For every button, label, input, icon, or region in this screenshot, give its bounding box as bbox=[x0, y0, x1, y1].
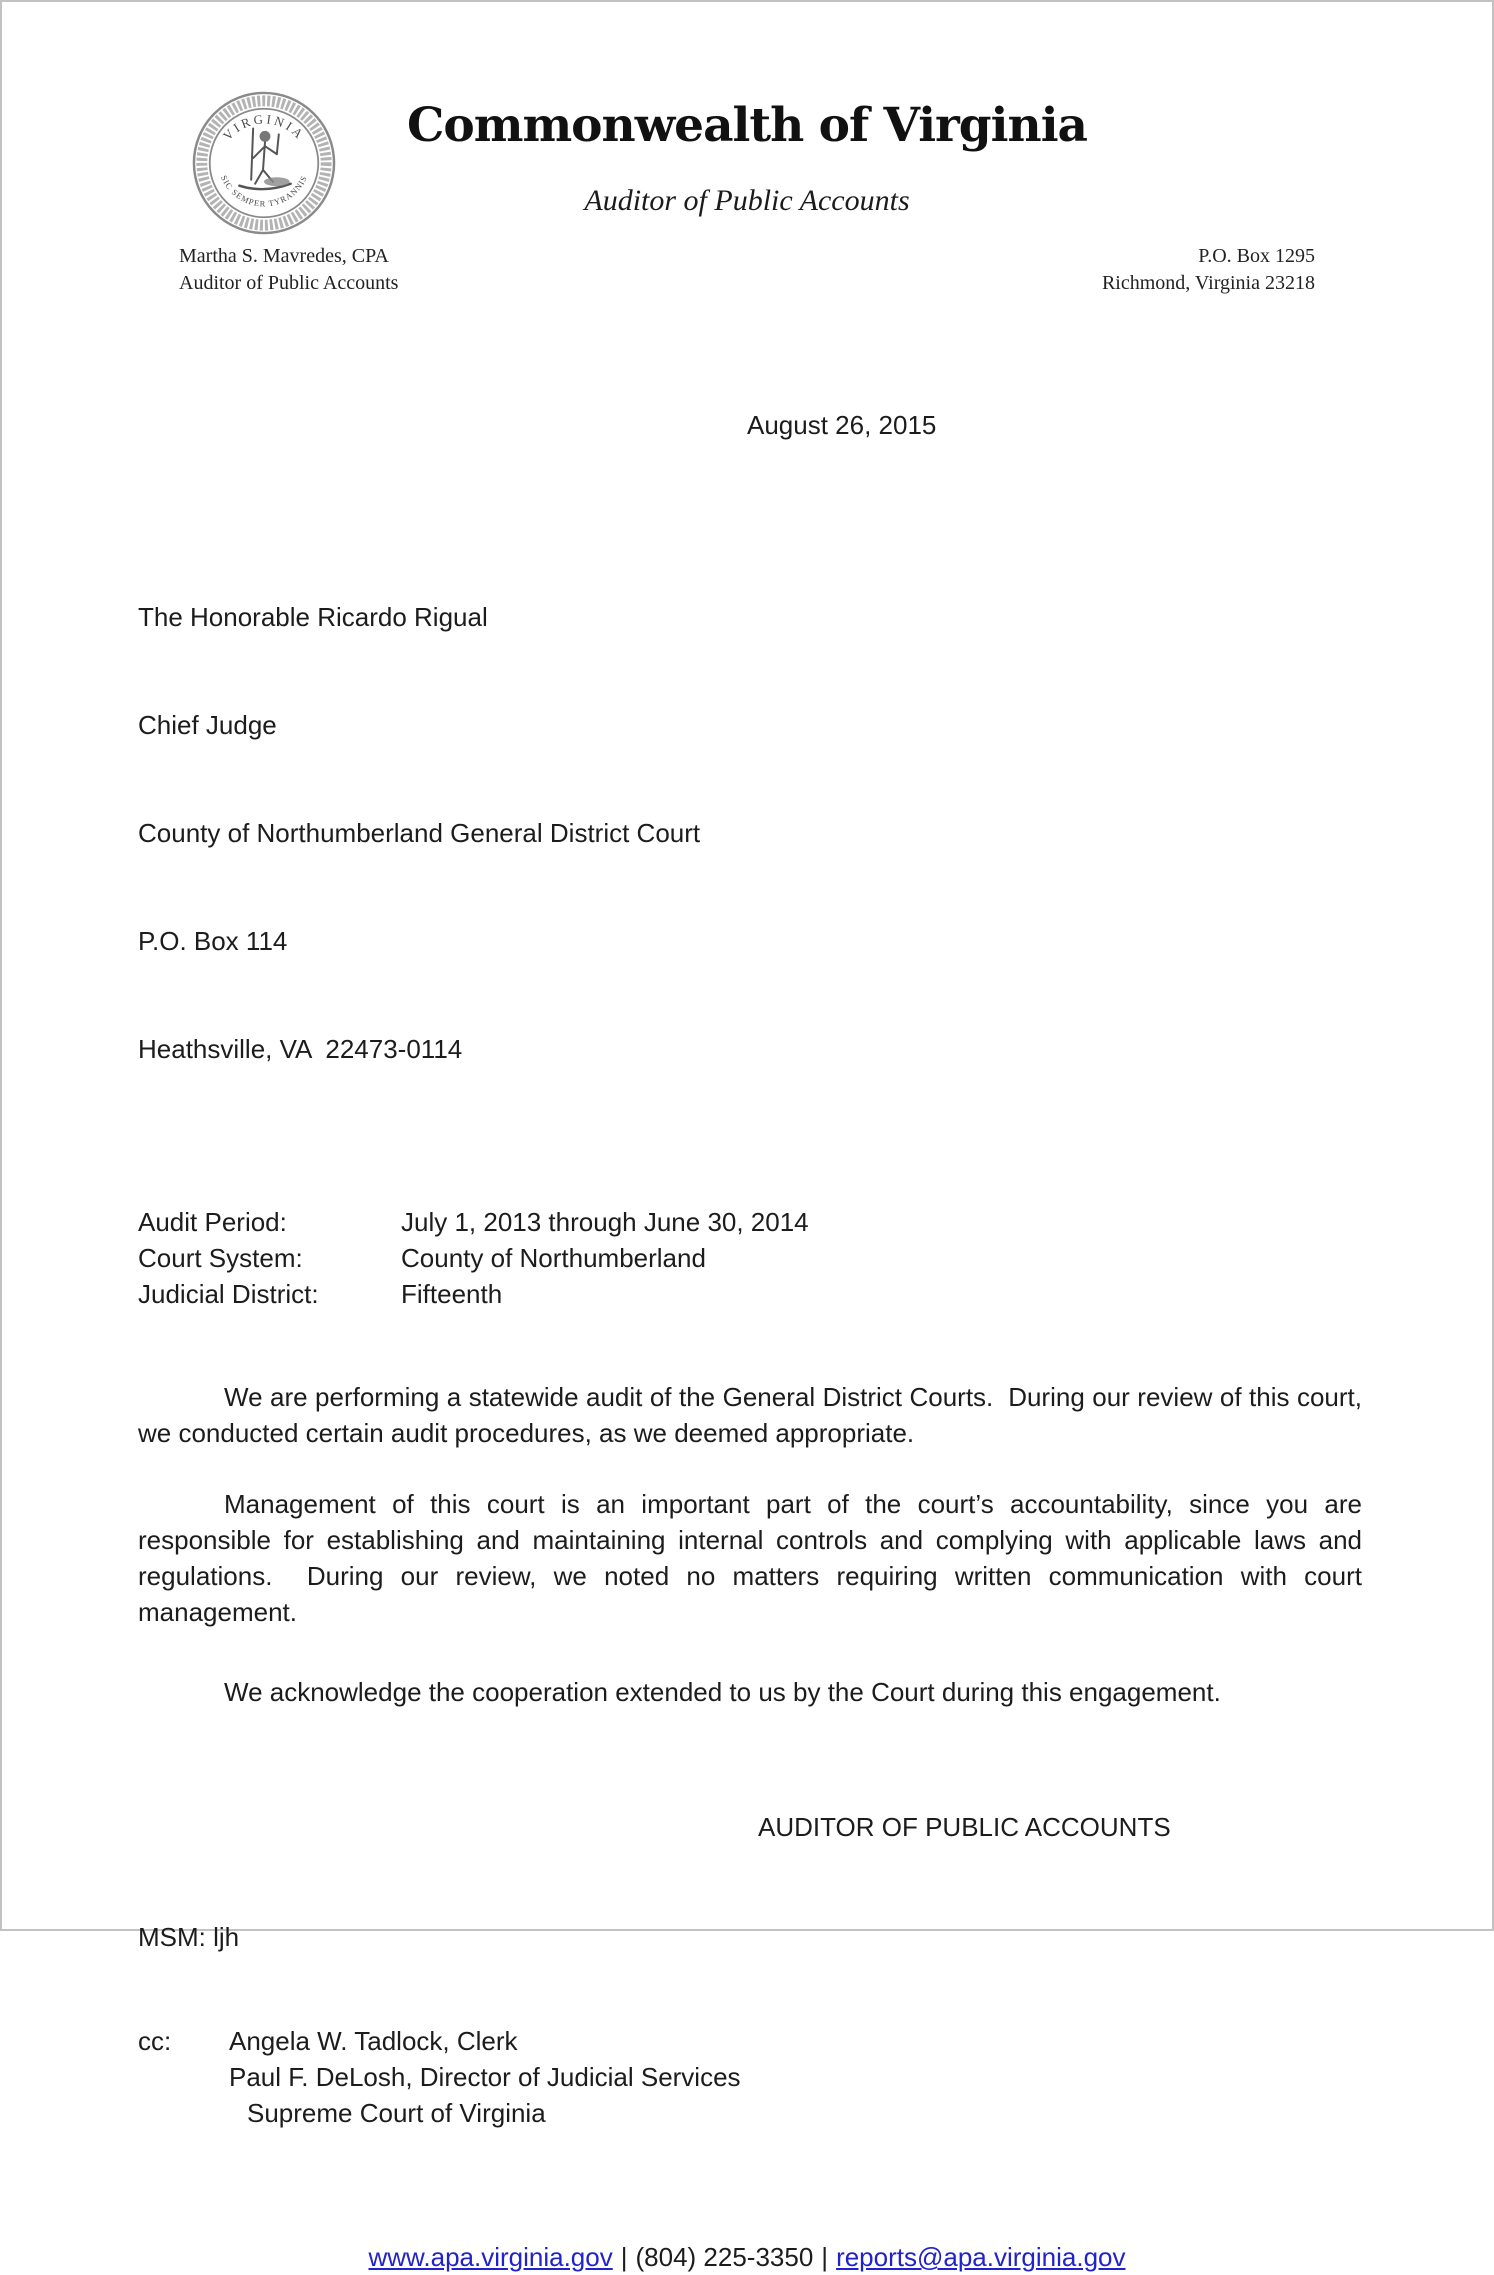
signature-block: AUDITOR OF PUBLIC ACCOUNTS bbox=[758, 1812, 1171, 1842]
audit-period-value: July 1, 2013 through June 30, 2014 bbox=[401, 1207, 809, 1237]
office-po-box: P.O. Box 1295 bbox=[1198, 245, 1315, 267]
recipient-title: Chief Judge bbox=[138, 710, 277, 740]
recipient-po-box: P.O. Box 114 bbox=[138, 926, 288, 956]
cc-label: cc: bbox=[138, 2026, 172, 2056]
cc-item: Supreme Court of Virginia bbox=[247, 2098, 546, 2128]
judicial-district-value: Fifteenth bbox=[401, 1279, 503, 1309]
auditor-title: Auditor of Public Accounts bbox=[179, 272, 399, 294]
letterhead-title: Commonwealth of Virginia bbox=[406, 98, 1088, 153]
cc-block bbox=[138, 2023, 1362, 2131]
court-system-row bbox=[138, 1240, 1362, 1276]
auditor-name: Martha S. Mavredes, CPA bbox=[179, 245, 389, 267]
letterhead bbox=[138, 88, 1362, 318]
svg-text:SIC SEMPER TYRANNIS: SIC SEMPER TYRANNIS bbox=[218, 174, 310, 209]
court-system-value: County of Northumberland bbox=[401, 1243, 706, 1273]
court-system-label: Court System: bbox=[138, 1243, 303, 1273]
audit-period-label: Audit Period: bbox=[138, 1207, 287, 1237]
cc-list bbox=[229, 2023, 741, 2131]
letter-date: August 26, 2015 bbox=[747, 410, 937, 440]
paragraph-statewide-audit: We are performing a statewide audit of the General District Courts. During our review of this court, we conducted certain audit procedures, as we deemed appropriate. bbox=[138, 1382, 1370, 1448]
recipient-city-line: Heathsville, VA 22473-0114 bbox=[138, 1034, 463, 1064]
recipient-name: The Honorable Ricardo Rigual bbox=[138, 602, 488, 632]
footer-separator: | bbox=[620, 2242, 628, 2272]
audit-details-block bbox=[138, 1204, 1362, 1312]
judicial-district-label: Judicial District: bbox=[138, 1279, 319, 1309]
letterhead-subtitle: Auditor of Public Accounts bbox=[584, 184, 910, 217]
office-city-line: Richmond, Virginia 23218 bbox=[1101, 272, 1315, 294]
auditor-identity-block bbox=[179, 243, 398, 297]
cc-item: Paul F. DeLosh, Director of Judicial Services bbox=[229, 2062, 741, 2092]
audit-period-row bbox=[138, 1204, 1362, 1240]
recipient-address-block bbox=[138, 527, 1362, 1139]
email-link[interactable]: reports@apa.virginia.gov bbox=[836, 2242, 1126, 2272]
judicial-district-row bbox=[138, 1276, 1362, 1312]
reference-initials: MSM: ljh bbox=[138, 1922, 240, 1952]
paragraph-acknowledgement: We acknowledge the cooperation extended to us by the Court during this engagement. bbox=[224, 1677, 1221, 1707]
website-link[interactable]: www.apa.virginia.gov bbox=[368, 2242, 613, 2272]
svg-text:VIRGINIA: VIRGINIA bbox=[220, 112, 308, 144]
paragraph-management: Management of this court is an important part of the court’s accountability, since you are responsible for establishing and maintaining internal controls and complying with applicable laws and regulations. During our review, we noted no matters requiring written communication with court management. bbox=[138, 1489, 1370, 1627]
office-address-block bbox=[1102, 243, 1315, 297]
recipient-court: County of Northumberland General District Court bbox=[138, 818, 701, 848]
footer-separator: | bbox=[821, 2242, 829, 2272]
contact-footer bbox=[132, 2239, 1362, 2275]
phone-number: (804) 225-3350 bbox=[635, 2242, 814, 2272]
cc-item: Angela W. Tadlock, Clerk bbox=[229, 2026, 518, 2056]
